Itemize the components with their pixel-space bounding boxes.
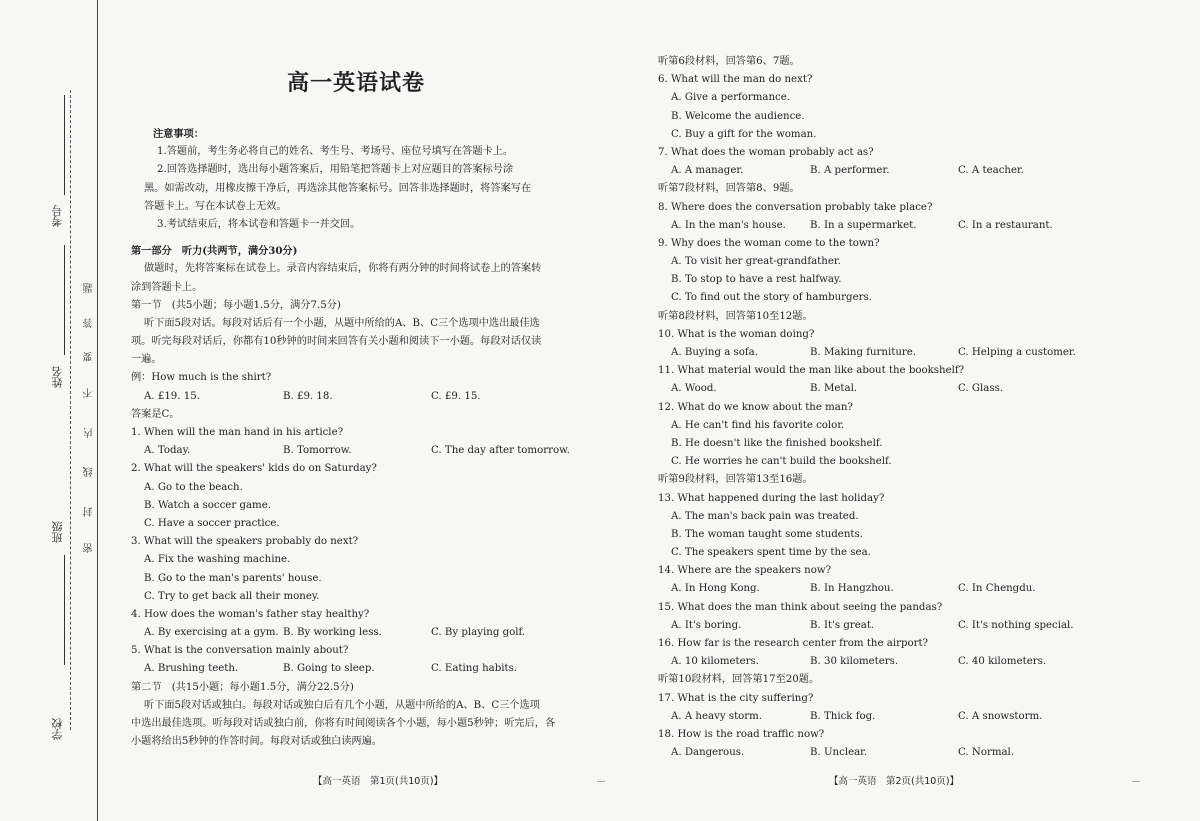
seal-char: 密: [84, 543, 95, 553]
question-text: 17. What is the city suffering?: [658, 692, 814, 704]
question-options-row: [658, 344, 1128, 362]
material-heading: 听第10段材料，回答第17至20题。: [658, 674, 820, 686]
question-text: 2. What will the speakers' kids do on Saturday?: [131, 463, 377, 475]
name-underline: [64, 245, 65, 355]
option-a: A. Wood.: [671, 383, 717, 395]
seal-char: 答: [84, 318, 95, 328]
question-options-row: [131, 660, 611, 678]
example-option-a: A. £19. 15.: [144, 390, 200, 402]
option-b: B. Go to the man's parents' house.: [144, 572, 322, 584]
page-1: [131, 125, 611, 751]
question-options-row: [658, 653, 1128, 671]
option-c: C. He worries he can't build the bookshelf.: [671, 456, 892, 468]
option-a: A. Go to the beach.: [144, 481, 243, 493]
option-b: B. 30 kilometers.: [810, 656, 899, 668]
example-answer: 答案是C。: [131, 408, 180, 420]
question-options-row: [131, 442, 611, 460]
section2-instr-2: 中选出最佳选项。听每段对话或独白前，你将有时间阅读各个小题，每小题5秒钟；听完后，各: [131, 718, 556, 729]
option-b: B. By working less.: [283, 627, 382, 639]
seal-char: 不: [84, 388, 95, 398]
question-text: 3. What will the speakers probably do next?: [131, 536, 359, 548]
option-a: A. By exercising at a gym.: [144, 627, 279, 639]
option-b: B. In a supermarket.: [810, 219, 917, 231]
option-b: B. A performer.: [810, 165, 890, 177]
part1-intro-2: 涂到答题卡上。: [131, 281, 203, 293]
question-text: 4. How does the woman's father stay healthy?: [131, 608, 370, 620]
option-b: B. In Hangzhou.: [810, 583, 894, 595]
material-heading: 听第8段材料，回答第10至12题。: [658, 310, 813, 322]
option-c: C. Normal.: [958, 747, 1015, 759]
option-c: C. Have a soccer practice.: [144, 517, 280, 529]
option-a: A. It's boring.: [671, 619, 742, 631]
option-c: C. 40 kilometers.: [958, 656, 1047, 668]
option-b: B. Unclear.: [810, 747, 868, 759]
school-label: 学校: [51, 718, 64, 740]
option-c: C. To find out the story of hamburgers.: [671, 292, 872, 304]
option-a: A. Brushing teeth.: [144, 663, 239, 675]
option-a: A. In the man's house.: [671, 219, 786, 231]
question-text: 6. What will the man do next?: [658, 74, 813, 86]
exam-no-underline: [64, 95, 65, 195]
section1-instr-3: 一遍。: [131, 354, 162, 366]
option-c: C. A teacher.: [958, 165, 1024, 177]
seal-char: 封: [84, 507, 95, 517]
option-b: B. Thick fog.: [810, 710, 876, 722]
option-a: A. A heavy storm.: [671, 710, 763, 722]
question-text: 18. How is the road traffic now?: [658, 728, 825, 740]
question-text: 14. Where are the speakers now?: [658, 565, 832, 577]
section1-instr-1: 听下面5段对话。每段对话后有一个小题，从题中所给的A、B、C三个选项中选出最佳选: [144, 317, 540, 329]
material-heading: 听第6段材料，回答第6、7题。: [658, 56, 800, 67]
option-b: B. Going to sleep.: [283, 663, 375, 675]
option-a: A. 10 kilometers.: [671, 656, 760, 668]
option-c: C. In Chengdu.: [958, 583, 1036, 595]
option-c: C. Try to get back all their money.: [144, 590, 320, 602]
option-a: A. Fix the washing machine.: [144, 554, 291, 566]
notice-item: 2.回答选择题时，选出每小题答案后，用铅笔把答题卡上对应题目的答案标号涂: [157, 164, 514, 176]
question-text: 1. When will the man hand in his article?: [131, 427, 344, 438]
exam-no-label: 考号: [51, 205, 64, 227]
question-text: 5. What is the conversation mainly about?: [131, 645, 349, 657]
option-c: C. Buy a gift for the woman.: [671, 128, 817, 140]
seal-char: 线: [84, 467, 95, 477]
part1-heading: 第一部分 听力(共两节，满分30分): [131, 245, 298, 258]
option-a: A. A manager.: [671, 165, 744, 177]
option-b: B. It's great.: [810, 619, 875, 631]
part1-intro-1: 做题时，先将答案标在试卷上。录音内容结束后，你将有两分钟的时间将试卷上的答案转: [144, 263, 542, 275]
option-a: A. In Hong Kong.: [671, 583, 760, 595]
question-options-row: [658, 380, 1128, 398]
example-options: [131, 388, 611, 406]
page1-questions: [131, 424, 611, 679]
page1-tick: [597, 781, 605, 782]
option-c: C. A snowstorm.: [958, 710, 1043, 722]
example-option-b: B. £9. 18.: [283, 390, 333, 402]
option-c: C. Glass.: [958, 383, 1004, 395]
option-b: B. Watch a soccer game.: [144, 499, 271, 511]
question-options-row: [658, 708, 1128, 726]
seal-char: 要: [84, 352, 95, 362]
question-text: 8. Where does the conversation probably take place?: [658, 201, 933, 213]
page1-footer: 【高一英语 第1页(共10页)】: [313, 776, 444, 787]
notice-item: 答题卡上。写在本试卷上无效。: [144, 200, 287, 212]
option-a: A. Give a performance.: [671, 92, 791, 104]
option-c: C. In a restaurant.: [958, 219, 1053, 231]
question-text: 7. What does the woman probably act as?: [658, 146, 874, 158]
option-a: A. Dangerous.: [671, 747, 745, 759]
question-text: 10. What is the woman doing?: [658, 328, 815, 340]
section2-heading: 第二节 (共15小题；每小题1.5分，满分22.5分): [131, 681, 354, 693]
class-label: 班级: [51, 521, 64, 543]
page-2: [658, 53, 1128, 762]
example-question: 例：How much is the shirt?: [131, 372, 272, 384]
class-underline: [64, 555, 65, 665]
option-c: C. It's nothing special.: [958, 619, 1074, 631]
section1-heading: 第一节 (共5小题；每小题1.5分，满分7.5分): [131, 299, 341, 311]
example-option-c: C. £9. 15.: [431, 390, 481, 402]
binding-line: [97, 0, 98, 821]
name-label: 姓名: [51, 366, 64, 388]
notice-heading: 注意事项：: [153, 128, 204, 140]
seal-char: 内: [84, 428, 95, 438]
option-b: B. The woman taught some students.: [671, 528, 863, 540]
option-b: B. To stop to have a rest halfway.: [671, 274, 842, 286]
section2-instr-1: 听下面5段对话或独白。每段对话或独白后有几个小题，从题中所给的A、B、C三个选项: [144, 699, 540, 711]
option-a: A. The man's back pain was treated.: [671, 510, 859, 522]
option-c: C. By playing golf.: [431, 627, 526, 639]
page2-footer: 【高一英语 第2页(共10页)】: [829, 776, 960, 787]
question-text: 12. What do we know about the man?: [658, 401, 853, 413]
option-b: B. Metal.: [810, 383, 858, 395]
question-options-row: [658, 744, 1128, 762]
question-options-row: [658, 617, 1128, 635]
question-options-row: [658, 580, 1128, 598]
question-text: 9. Why does the woman come to the town?: [658, 237, 880, 249]
seal-dashed-line: [70, 90, 71, 730]
option-b: B. Welcome the audience.: [671, 110, 805, 122]
option-c: C. The day after tomorrow.: [431, 445, 570, 457]
option-b: B. He doesn't like the finished bookshelf.: [671, 437, 883, 449]
option-a: A. To visit her great-grandfather.: [671, 256, 841, 268]
notice-items: [131, 143, 611, 234]
notice-item: 黑。如需改动，用橡皮擦干净后，再选涂其他答案标号。回答非选择题时，将答案写在: [144, 182, 532, 194]
option-b: B. Tomorrow.: [283, 445, 352, 457]
notice-item: 1.答题前，考生务必将自己的姓名、考生号、考场号、座位号填写在答题卡上。: [157, 146, 514, 158]
page2-questions: [658, 53, 1128, 762]
option-a: A. He can't find his favorite color.: [671, 419, 845, 431]
question-text: 16. How far is the research center from the airport?: [658, 638, 929, 649]
page2-tick: [1132, 781, 1140, 782]
material-heading: 听第9段材料，回答第13至16题。: [658, 474, 813, 486]
question-text: 13. What happened during the last holiday?: [658, 492, 885, 504]
option-c: C. Eating habits.: [431, 663, 518, 675]
question-options-row: [658, 162, 1128, 180]
option-c: C. The speakers spent time by the sea.: [671, 547, 871, 559]
section2-instr-3: 小题将给出5秒钟的作答时间。每段对话或独白读两遍。: [131, 736, 382, 748]
question-text: 11. What material would the man like about the bookshelf?: [658, 365, 965, 377]
question-options-row: [131, 624, 611, 642]
section1-instr-2: 项。听完每段对话后，你都有10秒钟的时间来回答有关小题和阅读下一小题。每段对话仅读: [131, 336, 542, 348]
seal-char: 题: [84, 283, 95, 293]
option-c: C. Helping a customer.: [958, 347, 1076, 358]
material-heading: 听第7段材料，回答第8、9题。: [658, 183, 800, 195]
option-a: A. Buying a sofa.: [671, 347, 758, 358]
notice-item: 3.考试结束后，将本试卷和答题卡一并交回。: [157, 218, 361, 230]
option-b: B. Making furniture.: [810, 347, 917, 358]
question-text: 15. What does the man think about seeing the pandas?: [658, 601, 943, 613]
question-options-row: [658, 217, 1128, 235]
page-title: 高一英语试卷: [287, 71, 426, 96]
option-a: A. Today.: [144, 445, 191, 457]
